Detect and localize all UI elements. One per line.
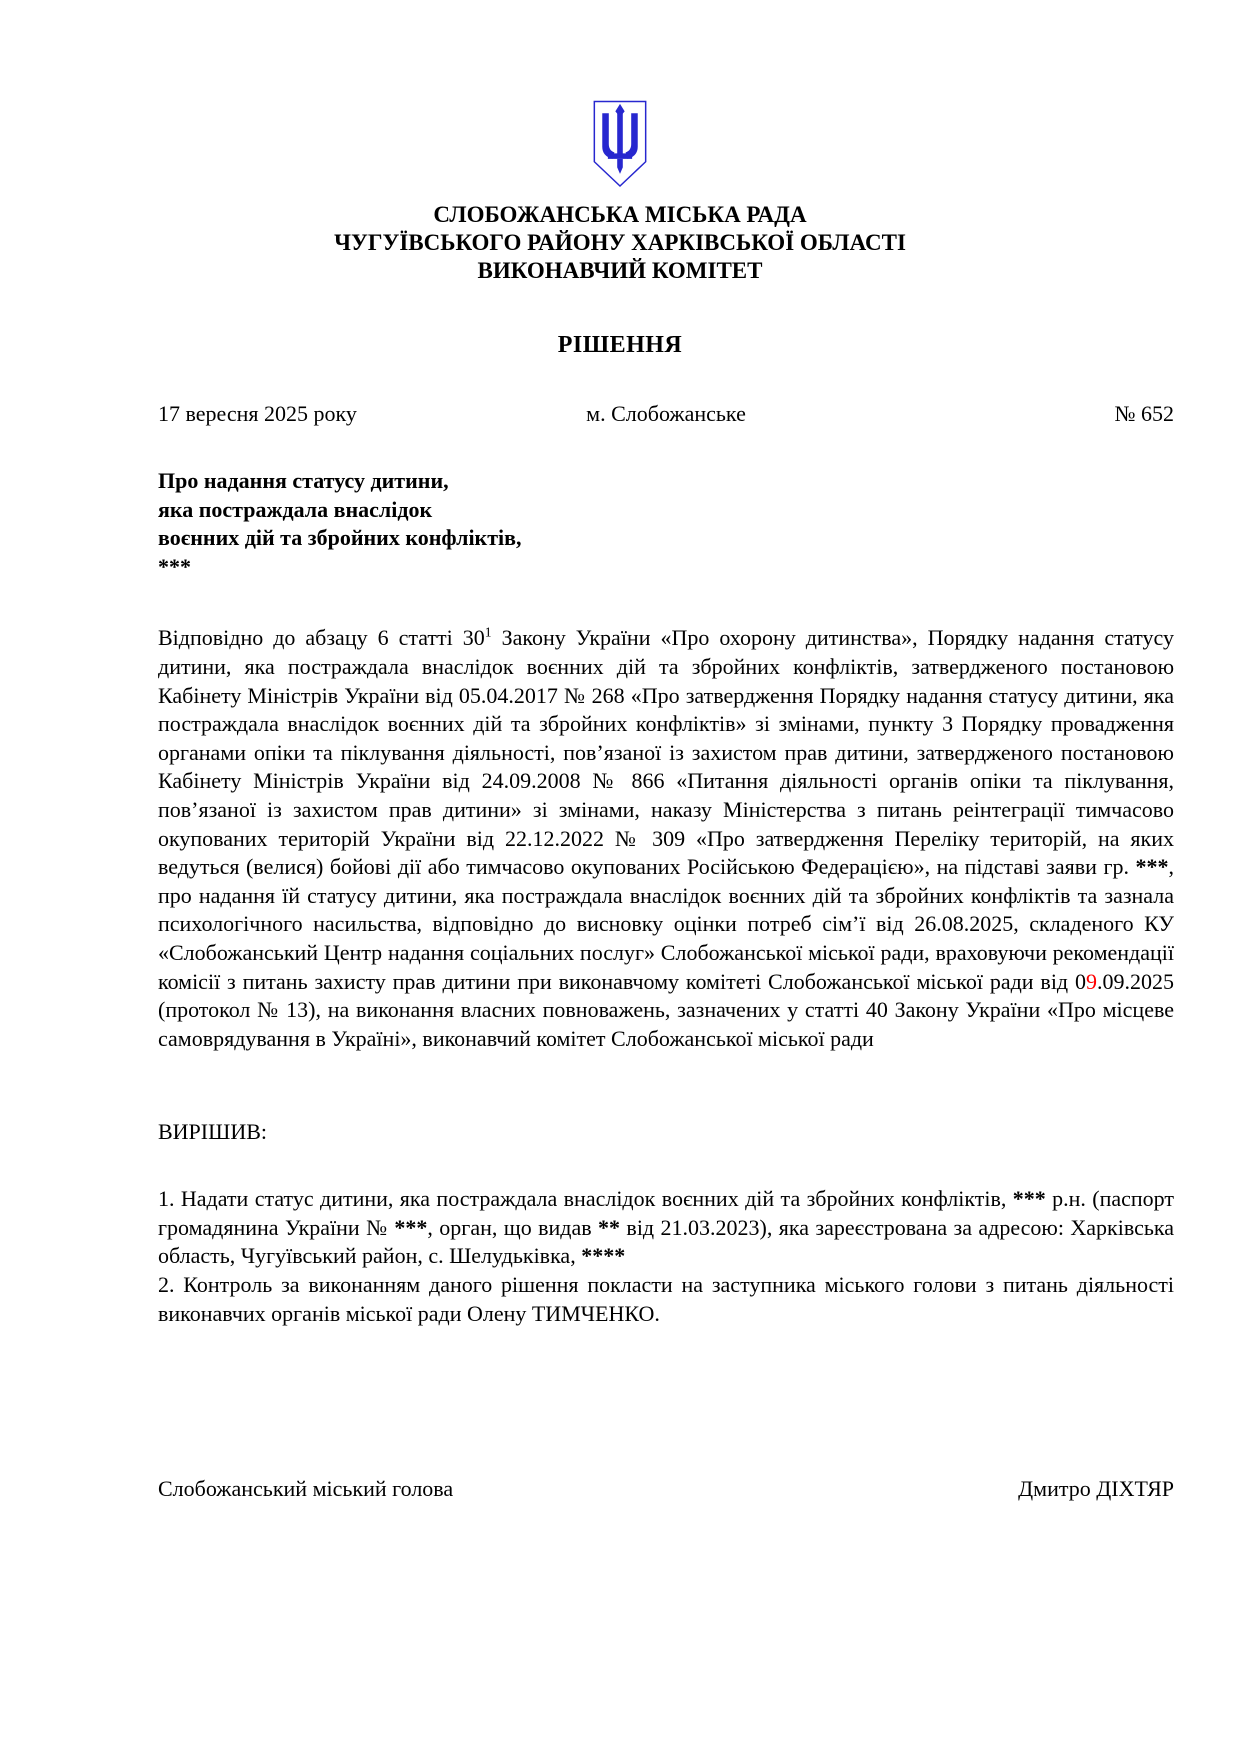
doc-number: № 652 [1114, 401, 1175, 426]
subject-line: Про надання статусу дитини, [158, 468, 449, 493]
subject-line: яка постраждала внаслідок [158, 496, 433, 522]
subject-line-redacted: *** [158, 553, 191, 579]
org-name-line: СЛОБОЖАНСЬКА МІСЬКА РАДА [433, 202, 807, 227]
decision-items [158, 1185, 1174, 1328]
red-digit: 9 [1086, 968, 1097, 994]
redacted-stars: *** [1012, 1186, 1046, 1212]
org-committee-line: ВИКОНАВЧИЙ КОМІТЕТ [477, 258, 763, 283]
signature-name: Дмитро ДІХТЯР [1018, 1476, 1174, 1502]
signature-title: Слобожанський міський голова [158, 1476, 454, 1502]
redacted-stars: **** [581, 1243, 626, 1269]
item1-text: , орган, що видав [427, 1214, 599, 1240]
redacted-stars: *** [1135, 854, 1169, 880]
item1-text: р.н. (паспорт громадянина України № [158, 1186, 1175, 1240]
resolved-heading: ВИРІШИВ: [158, 1119, 267, 1145]
emblem-container [66, 100, 1174, 193]
subject-block [158, 467, 1174, 581]
preamble-paragraph [158, 624, 1174, 1053]
preamble-text: , про надання їй статусу дитини, яка постраждала внаслідок воєнних дій та збройних конфліктів та зазнала психологічного насильства, відповідно до висновку оцінки потреб сім’ї від 26.08.2025, складеного КУ «Слобожанський Центр надання соціальних послуг» Слобожанської міської ради, враховуючи рекомендації комісії з питань захисту прав дитини при виконавчому комітеті Слобожанської міської ради від 0 [158, 854, 1174, 994]
preamble-text: Закону України «Про охорону дитинства», Порядку надання статусу дитини, яка постраждала внаслідок воєнних дій та збройних конфліктів, затвердженого постановою Кабінету Міністрів України від 05.04.2017 № 268 «Про затвердження Порядку надання статусу дитини, яка постраждала внаслідок воєнних дій та збройних конфліктів» зі змінами, пункту 3 Порядку провадження органами опіки та піклування діяльності, пов’язаної із захистом прав дитини, затвердженого постановою Кабінету Міністрів України від 24.09.2008 № 866 «Питання діяльності органів опіки та піклування, пов’язаної із захистом прав дитини» зі змінами, наказу Міністерства з питань реінтеграції тимчасово окупованих територій України від 22.12.2022 № 309 «Про затвердження Переліку територій, на яких ведуться (велися) бойові дії або тимчасово окупованих Російською Федерацією», на підставі заяви гр. [158, 625, 1174, 880]
preamble-text: .09.2025 (протокол № 13), на виконання власних повноважень, зазначених у статті 40 Закону України «Про місцеве самоврядування в Україні», виконавчий комітет Слобожанської міської ради [158, 968, 1174, 1051]
item1-text: 1. Надати статус дитини, яка постраждала внаслідок воєнних дій та збройних конфліктів, [158, 1186, 1013, 1212]
decision-item-2: 2. Контроль за виконанням даного рішення покласти на заступника міського голови з питань діяльності виконавчих органів міської ради Олену ТИМЧЕНКО. [158, 1272, 1174, 1326]
subject-line: воєнних дій та збройних конфліктів, [158, 525, 522, 551]
redacted-stars: *** [394, 1214, 428, 1240]
doc-type-title: РІШЕННЯ [557, 332, 683, 358]
org-region-line: ЧУГУЇВСЬКОГО РАЙОНУ ХАРКІВСЬКОЇ ОБЛАСТІ [334, 230, 906, 255]
ukraine-trident-icon [592, 100, 648, 188]
doc-place: м. Слобожанське [586, 401, 746, 426]
item1-text: від 21.03.2023), яка зареєстрована за адресою: Харківська область, Чугуївський район, с. Шелудьківка, [158, 1214, 1174, 1269]
decision-item-1 [158, 1185, 1174, 1271]
redacted-stars: ** [598, 1214, 621, 1240]
meta-row [158, 401, 1174, 427]
preamble-text: Відповідно до абзацу 6 статті 30 [158, 625, 485, 651]
signature-row [158, 1476, 1174, 1502]
footnote-superscript: 1 [484, 625, 492, 641]
doc-date: 17 вересня 2025 року [158, 401, 357, 426]
organization-header [66, 201, 1174, 285]
